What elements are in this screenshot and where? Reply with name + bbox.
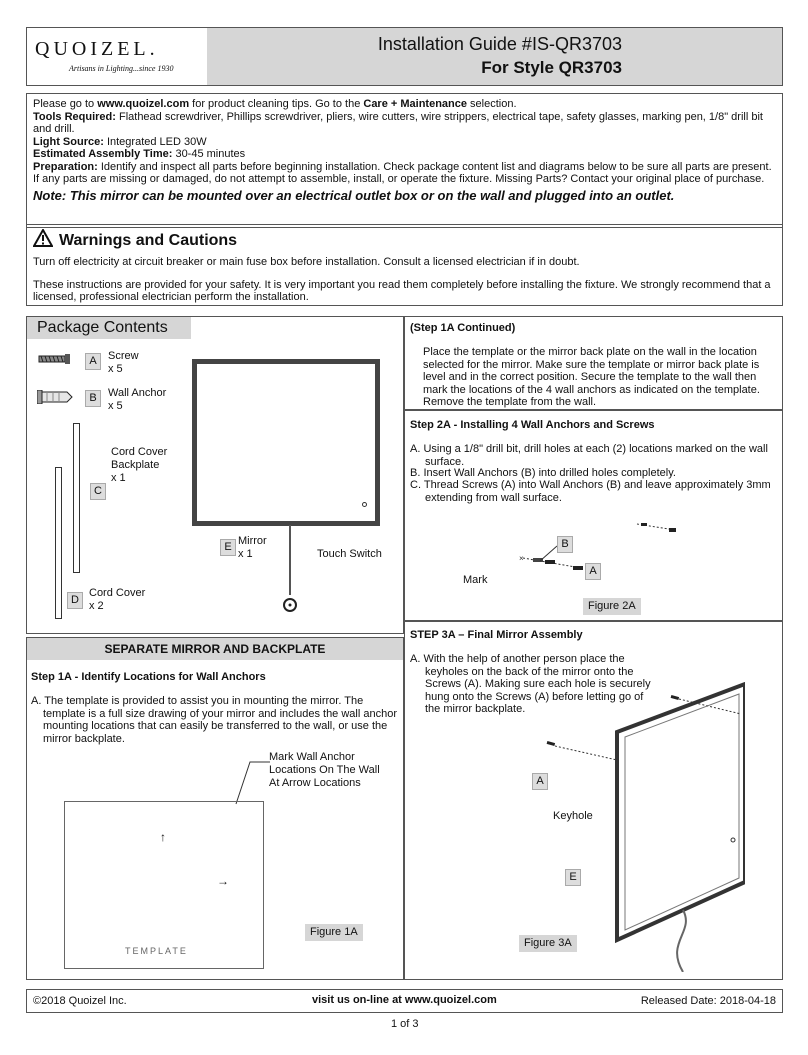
care-label: Care + Maintenance xyxy=(363,98,467,110)
part-c-name: Backplate xyxy=(111,459,160,471)
intro-text: Please go to xyxy=(33,98,98,110)
intro-section xyxy=(26,93,783,228)
label-mark: Mark xyxy=(463,574,488,586)
step1a-title: Step 1A - Identify Locations for Wall Anchors xyxy=(31,671,266,683)
separate-title: SEPARATE MIRROR AND BACKPLATE xyxy=(27,638,403,660)
released-date: Released Date: 2018-04-18 xyxy=(640,995,776,1007)
step2a-title: Step 2A - Installing 4 Wall Anchors and Screws xyxy=(410,419,655,431)
step3a-section: STEP 3A – Final Mirror Assembly A. With the help of another person place the keyholes on the back of the mirror onto the Screws (A). Making sure each hole is securely hung onto the Screws (A) before letting go of the mirror backplate. A Keyhole E Figure 3A xyxy=(404,621,783,980)
label-a: A xyxy=(532,773,548,790)
label-e: E xyxy=(565,869,581,886)
step1a-continued xyxy=(404,316,783,410)
package-title: Package Contents xyxy=(27,317,191,339)
part-d-name: Cord Cover xyxy=(89,587,146,599)
wall-anchor-icon xyxy=(37,390,75,404)
part-b-label: B xyxy=(85,390,101,407)
part-e-name: Mirror xyxy=(238,535,267,547)
step2a-section xyxy=(404,410,783,621)
warnings-section xyxy=(26,224,783,306)
website-link[interactable]: www.quoizel.com xyxy=(97,98,190,110)
footer xyxy=(26,989,783,1013)
touch-switch-icon xyxy=(362,502,367,507)
header-title-panel xyxy=(207,28,782,85)
screw-icon xyxy=(37,354,73,364)
footer-visit[interactable]: visit us on-line at www.quoizel.com xyxy=(312,994,497,1006)
intro-text: selection. xyxy=(467,98,517,110)
part-c-name: Cord Cover xyxy=(111,446,168,458)
touch-switch-label: Touch Switch xyxy=(317,548,382,560)
time-label: Estimated Assembly Time: xyxy=(33,148,173,160)
warnings-title: Warnings and Cautions xyxy=(59,231,238,249)
part-d-qty: x 2 xyxy=(89,600,104,612)
package-contents xyxy=(26,316,404,634)
part-c-label: C xyxy=(90,483,106,500)
arrow-up-icon: ↑ xyxy=(160,830,166,844)
part-a-qty: x 5 xyxy=(108,363,123,375)
callout-text: At Arrow Locations xyxy=(269,777,361,789)
light-text: Integrated LED 30W xyxy=(103,135,207,148)
copyright-icon: © xyxy=(33,995,42,1007)
light-label: Light Source: xyxy=(33,135,104,148)
mirror-install-diagram xyxy=(545,682,745,972)
svg-text:×: × xyxy=(519,554,524,563)
step3a-title: STEP 3A xyxy=(410,629,456,641)
page-title: Installation Guide #IS-QR3703 xyxy=(377,34,622,54)
step3a-text: A. With the help of another person place the keyholes on the back of the mirror onto the Screws (A). Making sure each hole is securely hung onto the Screws (A) before letting go of the mirror backplate. xyxy=(410,653,651,715)
prep-label: Preparation: xyxy=(33,160,98,173)
header xyxy=(26,27,783,86)
warning-text: Turn off electricity at circuit breaker or main fuse box before installation. Consult a licensed electrician if in doubt. xyxy=(33,256,580,268)
step2a-text: A. Using a 1/8" drill bit, drill holes at each (2) locations marked on the wall surface. xyxy=(410,443,768,468)
copyright-text: 2018 Quoizel Inc. xyxy=(41,995,127,1007)
label-a: A xyxy=(585,563,601,580)
step1a-text: A. The template is provided to assist you in mounting the mirror. The template is a full size drawing of your mirror and includes the wall anchor mounting locations that can easily be transferred to the wall, or use the mirror backplate. xyxy=(31,695,397,745)
figure-3a-label: Figure 3A xyxy=(519,935,577,952)
figure-2a-label: Figure 2A xyxy=(583,598,641,615)
step3a-title: Final Mirror Assembly xyxy=(467,629,583,641)
part-e-qty: x 1 xyxy=(238,548,253,560)
step2a-text: C. Thread Screws (A) into Wall Anchors (B) and leave approximately 3mm extending from wall surface. xyxy=(410,479,771,504)
step1a-continued-title: (Step 1A Continued) xyxy=(410,322,516,334)
separate-section xyxy=(26,637,404,980)
part-b-qty: x 5 xyxy=(108,400,123,412)
tools-text: Flathead screwdriver, Phillips screwdriver, pliers, wire cutters, wire strippers, electrical tape, safety glasses, marking pen, 1/8" drill bit and drill. xyxy=(33,110,763,135)
cord-cover-image xyxy=(55,467,62,619)
template-label: TEMPLATE xyxy=(125,946,188,956)
time-text: 30-45 minutes xyxy=(172,148,246,160)
part-a-name: Screw xyxy=(108,350,139,362)
cord-cover-backplate-image xyxy=(73,423,80,573)
part-a-label: A xyxy=(85,353,101,370)
part-c-qty: x 1 xyxy=(111,472,126,484)
mirror-image xyxy=(192,359,380,526)
brand-tagline: Artisans in Lighting...since 1930 xyxy=(69,64,174,73)
figure-1a-label: Figure 1A xyxy=(305,924,363,941)
template-drawing xyxy=(64,801,264,969)
label-keyhole: Keyhole xyxy=(553,810,593,822)
page-number: 1 of 3 xyxy=(391,1018,419,1030)
tools-label: Tools Required: xyxy=(33,110,116,123)
power-cord-icon xyxy=(282,525,302,615)
step2a-text: B. Insert Wall Anchors (B) into drilled holes completely. xyxy=(410,467,676,479)
intro-text: for product cleaning tips. Go to the xyxy=(189,98,364,110)
part-d-label: D xyxy=(67,592,83,609)
mounting-note: Note: This mirror can be mounted over an electrical outlet box or on the wall and plugged into an outlet. xyxy=(33,187,675,203)
page-subtitle: For Style QR3703 xyxy=(481,58,622,77)
label-b: B xyxy=(557,536,573,553)
callout-text: Locations On The Wall xyxy=(269,764,380,776)
part-b-name: Wall Anchor xyxy=(108,387,167,399)
copyright xyxy=(33,995,127,1007)
callout-text: Mark Wall Anchor xyxy=(269,751,355,763)
part-e-label: E xyxy=(220,539,236,556)
arrow-right-icon: → xyxy=(217,874,229,888)
brand-logo: QUOIZEL. xyxy=(35,38,159,60)
warning-text: These instructions are provided for your safety. It is very important you read them completely before installing the fixture. We strongly recommend that a licensed, professional electrician perform the installation. xyxy=(33,278,771,303)
warning-icon xyxy=(33,229,53,252)
prep-text: Identify and inspect all parts before beginning installation. Check package content list and diagrams below to be sure all parts are present. If any parts are missing or damaged, do not attempt to assemble, install, or operate the fixture. Missing Parts? Contact your original place of purchase. xyxy=(33,160,772,185)
step1a-continued-text: Place the template or the mirror back plate on the wall in the location selected for the mirror. Make sure the template or mirror back plate is level and in the correct position. Secure the template to the wall then mark the locations of the 4 wall anchors as indicated on the template. Remove the template from the wall. xyxy=(423,346,760,408)
